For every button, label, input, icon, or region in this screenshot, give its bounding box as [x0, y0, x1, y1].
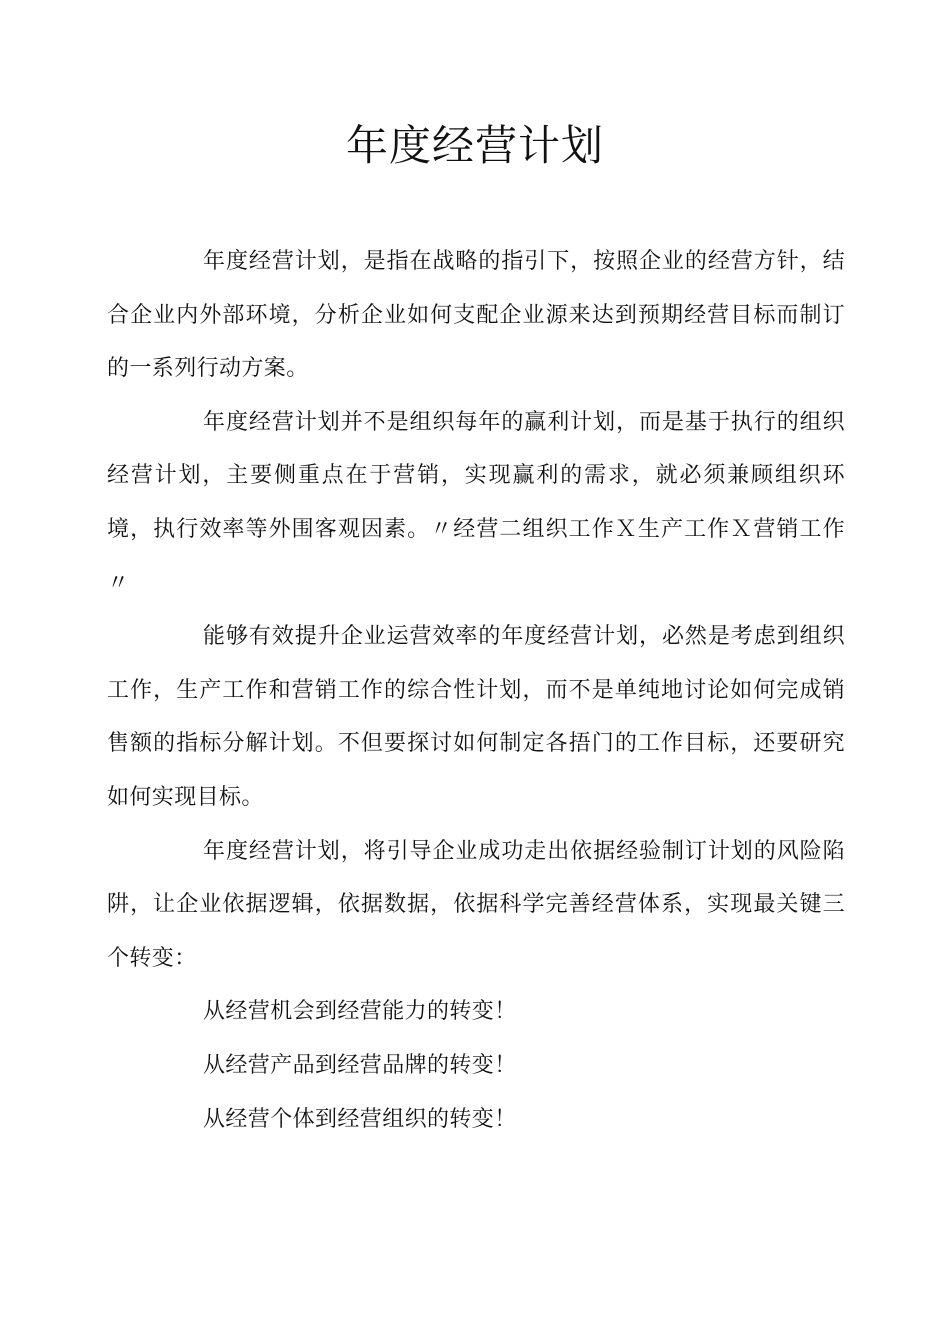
document-title: 年度经营计划	[345, 121, 604, 170]
transformation-item: 从经营产品到经营品牌的转变！	[203, 1053, 517, 1079]
transformation-item: 从经营个体到经营组织的转变！	[203, 1107, 517, 1133]
document-body	[107, 235, 845, 1147]
paragraph-comprehensive-plan: 能够有效提升企业运营效率的年度经营计划，必然是考虑到组织工作，生产工作和营销工作的综合性计划，而不是单纯地讨论如何完成销售额的指标分解计划。不但要探讨如何制定各捂门的工作目标，还要研究如何实现目标。	[107, 624, 845, 810]
paragraph-not-profit-plan: 年度经营计划并不是组织每年的赢利计划，而是基于执行的组织经营计划，主要侧重点在于营销，实现赢利的需求，就必须兼顾组织环境，执行效率等外围客观因素。〃经营二组织工作Ｘ生产工作Ｘ营销工作〃	[107, 409, 845, 596]
paragraph-definition: 年度经营计划，是指在战略的指引下，按照企业的经营方针，结合企业内外部环境，分析企业如何支配企业源来达到预期经营目标而制订的一系列行动方案。	[107, 249, 845, 382]
transformation-item: 从经营机会到经营能力的转变！	[203, 999, 517, 1025]
paragraph-three-transformations: 年度经营计划，将引导企业成功走出依据经验制订计划的风险陷阱，让企业依据逻辑，依据数据，依据科学完善经营体系，实现最关键三个转变：	[107, 838, 845, 971]
